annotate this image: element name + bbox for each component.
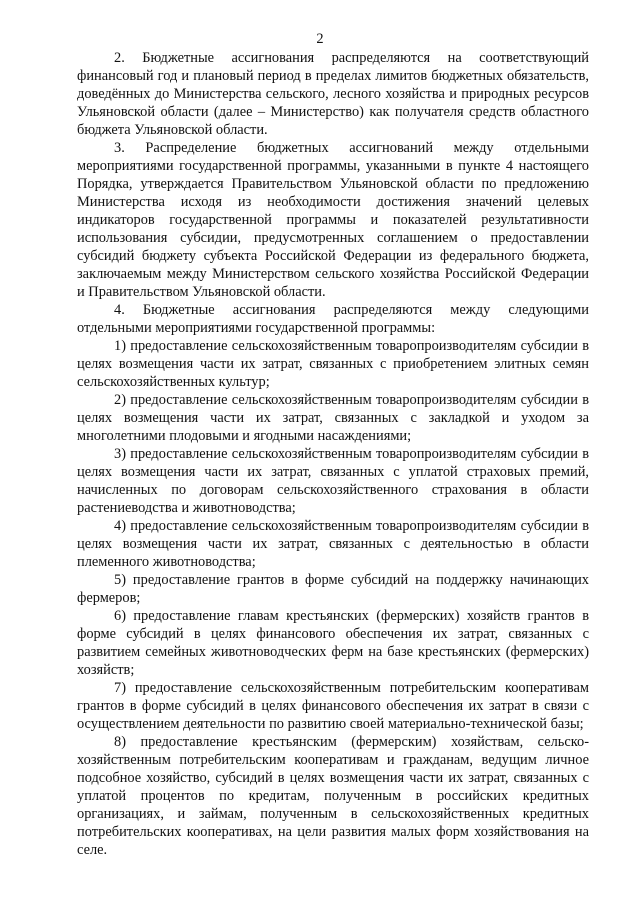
document-body xyxy=(77,49,589,859)
paragraph-2: 2. Бюджетные ассигнования распределяются на соответствующий финансовый год и плановый период в пределах лимитов бюджетных обязательств, доведённых до Министерства сельского, лесного хозяйства и природных ресурсов Ульяновской области (далее – Министерство) как получателя средств областного бюджета Ульяновской области. xyxy=(77,50,589,138)
list-item-2: 2) предоставление сельскохозяйственным товаропроизводителям субсидии в целях возмещения части их затрат, связанных с закладкой и уходом за многолетними плодовыми и ягодными насаждениями; xyxy=(77,392,589,444)
list-item-3: 3) предоставление сельскохозяйственным товаропроизводителям субсидии в целях возмещения части их затрат, связанных с уплатой страховых премий, начисленных по договорам сельскохозяйственного страхования в области растениеводства и животноводства; xyxy=(77,446,589,516)
paragraph-3: 3. Распределение бюджетных ассигнований между отдельными мероприятиями государственной программы, указанными в пункте 4 настоящего Порядка, утверждается Правительством Ульяновской области по предложению Министерства исходя из необходимости достижения значений целевых индикаторов государственной программы и показателей результативности использования субсидии, предусмотренных соглашением о предоставлении субсидий бюджету субъекта Российской Федерации из федерального бюджета, заключаемым между Министерством сельского хозяйства Российской Федерации и Правительством Ульяновской области. xyxy=(77,140,589,300)
list-item-7: 7) предоставление сельскохозяйственным потребительским кооперативам грантов в форме субсидий в целях финансового обеспечения их затрат в связи с осуществлением деятельности по развитию своей материально-технической базы; xyxy=(77,680,589,732)
paragraph-4: 4. Бюджетные ассигнования распределяются между следующими отдельными мероприятиями государственной программы: xyxy=(77,302,589,336)
list-item-1: 1) предоставление сельскохозяйственным товаропроизводителям субсидии в целях возмещения части их затрат, связанных с приобретением элитных семян сельскохозяйственных культур; xyxy=(77,338,589,390)
list-item-8: 8) предоставление крестьянским (фермерским) хозяйствам, сельскохозяйственным потребительским кооперативам и гражданам, ведущим личное подсобное хозяйство, субсидий в целях возмещения части их затрат, связанных с уплатой процентов по кредитам, полученным в российских кредитных организациях, и займам, полученным в сельскохозяйственных кредитных потребительских кооперативах, на цели развития малых форм хозяйствования на селе. xyxy=(77,734,589,858)
list-item-6: 6) предоставление главам крестьянских (фермерских) хозяйств грантов в форме субсидий в целях финансового обеспечения их затрат, связанных с развитием семейных животноводческих ферм на базе крестьянских (фермерских) хозяйств; xyxy=(77,608,589,678)
list-item-4: 4) предоставление сельскохозяйственным товаропроизводителям субсидии в целях возмещения части их затрат, связанных с деятельностью в области племенного животноводства; xyxy=(77,518,589,570)
list-item-5: 5) предоставление грантов в форме субсидий на поддержку начинающих фермеров; xyxy=(77,572,589,606)
page-number: 2 xyxy=(316,31,324,47)
